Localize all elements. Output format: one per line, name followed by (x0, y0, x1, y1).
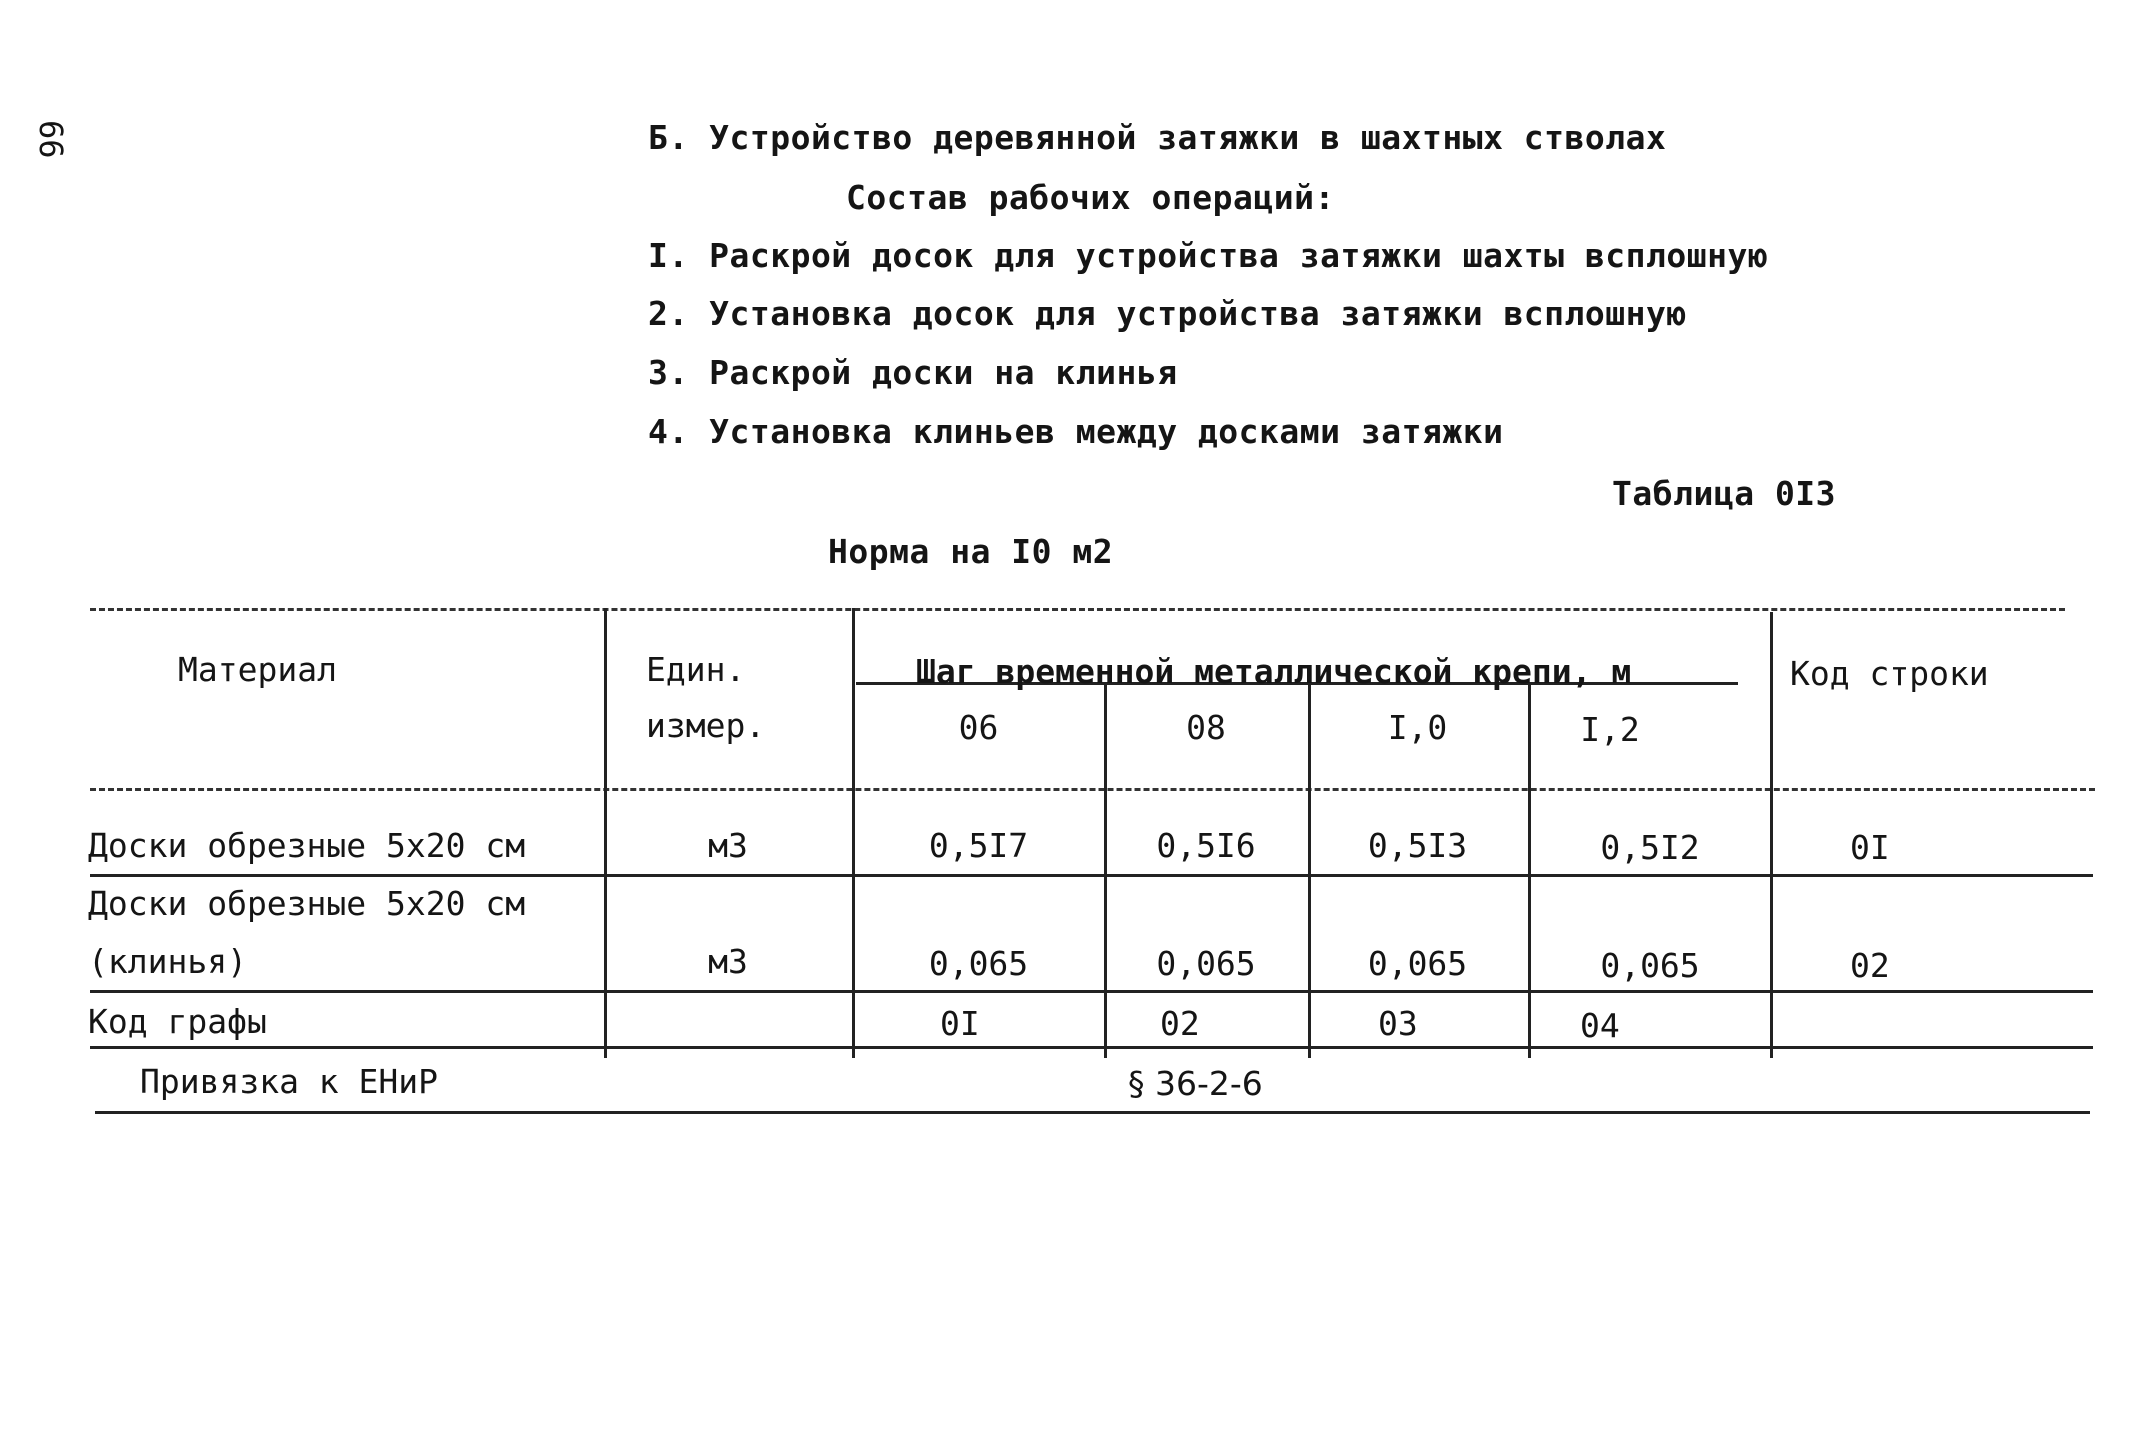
operation-item: 4. Установка клиньев между досками затяжки (648, 412, 1504, 451)
row-value: 0,065 (1156, 944, 1256, 983)
row-material: Доски обрезные 5х20 см (88, 884, 526, 923)
row-separator (90, 1046, 2093, 1049)
header-step-value: I,2 (1580, 710, 1640, 749)
row-value: 0,5I2 (1600, 828, 1700, 867)
row-value: 0,5I7 (928, 826, 1029, 865)
norm-label: Норма на I0 м2 (828, 532, 1114, 571)
section-title: Б. Устройство деревянной затяжки в шахтных стволах (648, 118, 1667, 157)
row-separator (90, 990, 2093, 993)
row-code: 02 (1850, 946, 1890, 985)
row-material: Доски обрезные 5х20 см (88, 826, 526, 865)
header-step-value: 08 (1186, 708, 1226, 747)
operations-heading: Состав рабочих операций: (846, 178, 1335, 217)
operation-item: 3. Раскрой доски на клинья (648, 353, 1178, 392)
column-divider (1770, 612, 1773, 1058)
header-bottom-rule (90, 788, 2095, 791)
header-unit-line2: измер. (646, 706, 766, 745)
row-material-note: (клинья) (88, 942, 247, 981)
column-code: 02 (1160, 1004, 1200, 1043)
row-value: 0,065 (1600, 946, 1700, 985)
column-code: 04 (1580, 1006, 1620, 1045)
table-top-rule (90, 608, 2065, 611)
binding-label: Привязка к ЕНиР (140, 1062, 439, 1101)
table-label: Таблица 0I3 (1612, 474, 1837, 513)
row-value: 0,5I3 (1367, 826, 1468, 865)
column-code: 03 (1378, 1004, 1418, 1043)
header-step-value: I,0 (1387, 708, 1448, 747)
operation-item: I. Раскрой досок для устройства затяжки шахты всплошную (648, 236, 1769, 275)
column-codes-label: Код графы (88, 1002, 267, 1041)
table-bottom-rule (95, 1111, 2090, 1114)
column-code: 0I (940, 1004, 980, 1043)
row-unit: м3 (708, 826, 748, 865)
binding-value: § 36-2-6 (1128, 1064, 1263, 1103)
header-unit-line1: Един. (646, 650, 746, 689)
operation-item: 2. Установка досок для устройства затяжки всплошную (648, 294, 1687, 333)
header-step-value: 06 (958, 708, 999, 747)
row-value: 0,5I6 (1156, 826, 1256, 865)
row-value: 0,065 (928, 944, 1029, 983)
header-material: Материал (178, 650, 337, 689)
row-code: 0I (1850, 828, 1890, 867)
header-step-group: Шаг временной металлической крепи, м (916, 652, 1632, 691)
column-divider (852, 608, 855, 1058)
row-value: 0,065 (1367, 944, 1468, 983)
row-separator (90, 874, 2093, 877)
header-row-code: Код строки (1790, 654, 1989, 693)
page-number: 66 (32, 120, 70, 159)
row-unit: м3 (708, 942, 748, 981)
